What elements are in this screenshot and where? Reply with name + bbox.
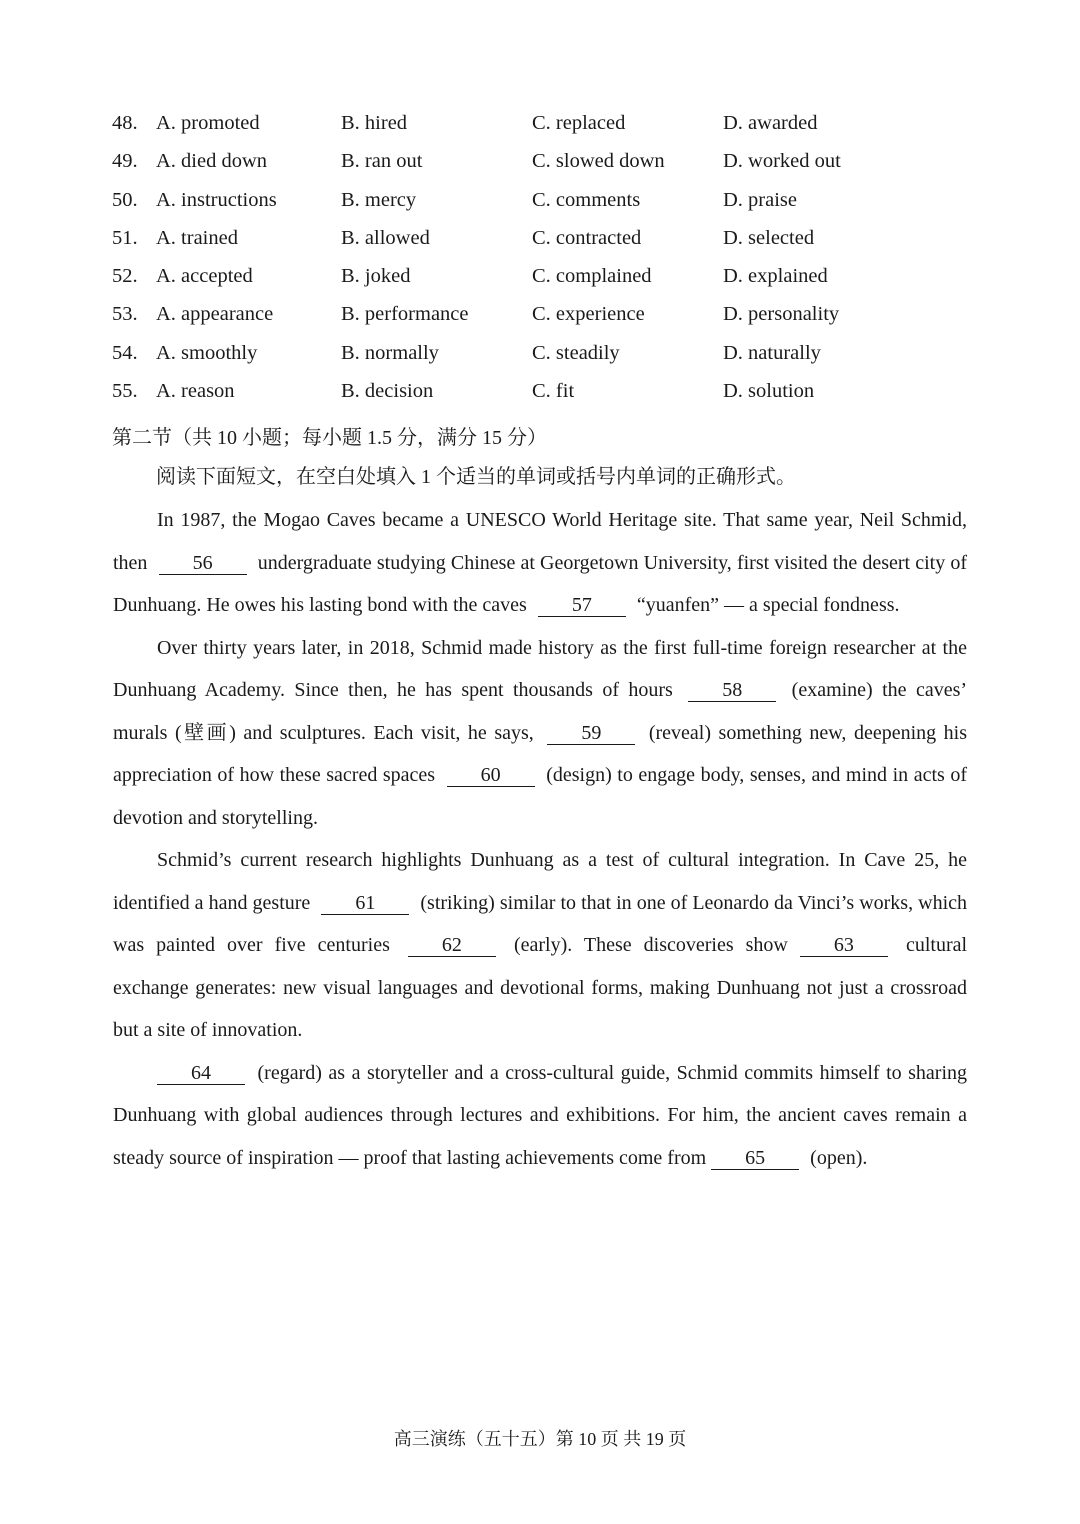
reading-passage bbox=[113, 499, 967, 1179]
blank-64: 64 bbox=[157, 1062, 245, 1085]
option-d: D. explained bbox=[723, 265, 828, 288]
question-number: 49. bbox=[112, 150, 138, 173]
option-d: D. selected bbox=[723, 226, 815, 249]
option-c: C. steadily bbox=[532, 341, 620, 364]
passage-text: In 1987, the Mogao Caves became a UNESCO World Heritage site. That same year, Neil Schmid, then bbox=[113, 509, 967, 574]
passage-text: cultural exchange generates: new visual languages and devotional forms, making Dunhuang not just a crossroad but a site of innovation. bbox=[113, 934, 968, 1041]
passage-text: Schmid’s current research highlights Dunhuang as a test of cultural integration. In Cave 25, he identified a hand gesture bbox=[113, 849, 967, 914]
passage-text: (open). bbox=[810, 1146, 868, 1169]
option-d: D. worked out bbox=[723, 150, 841, 173]
option-b: B. allowed bbox=[341, 226, 430, 249]
option-c: C. replaced bbox=[532, 112, 626, 134]
paragraph-1 bbox=[113, 499, 967, 627]
option-a: A. accepted bbox=[156, 265, 253, 288]
section-instruction: 阅读下面短文，在空白处填入 1 个适当的单词或括号内单词的正确形式。 bbox=[156, 466, 796, 488]
passage-text: (striking) similar to that in one of Leonardo da Vinci’s works, which was painted over five centuries bbox=[113, 891, 967, 956]
passage-text: (reveal) something new, deepening his appreciation of how these sacred spaces bbox=[113, 721, 968, 786]
blank-63: 63 bbox=[800, 934, 888, 957]
passage-text: (examine) the caves’ murals (壁画) and sculptures. Each visit, he says, bbox=[113, 679, 968, 744]
option-c: C. complained bbox=[532, 265, 652, 288]
paragraph-2 bbox=[113, 627, 967, 840]
option-d: D. praise bbox=[723, 188, 798, 211]
option-b: B. hired bbox=[341, 112, 408, 134]
blank-65: 65 bbox=[711, 1147, 799, 1170]
blank-59: 59 bbox=[547, 722, 635, 745]
paragraph-4 bbox=[113, 1052, 967, 1180]
question-number: 51. bbox=[112, 226, 138, 249]
question-number: 50. bbox=[112, 188, 138, 211]
option-a: A. reason bbox=[156, 380, 235, 403]
blank-58: 58 bbox=[688, 679, 776, 702]
option-d: D. personality bbox=[723, 303, 840, 326]
question-number: 55. bbox=[112, 380, 138, 403]
passage-text: “yuanfen” — a special fondness. bbox=[636, 594, 900, 616]
option-c: C. contracted bbox=[532, 226, 642, 249]
question-number: 48. bbox=[112, 112, 138, 134]
option-c: C. experience bbox=[532, 303, 645, 326]
option-b: B. joked bbox=[341, 265, 411, 288]
option-c: C. slowed down bbox=[532, 150, 665, 173]
blank-56: 56 bbox=[159, 552, 247, 575]
question-number: 52. bbox=[112, 265, 138, 288]
blank-57: 57 bbox=[538, 594, 626, 617]
option-c: C. fit bbox=[532, 380, 575, 403]
option-b: B. mercy bbox=[341, 188, 417, 211]
option-d: D. solution bbox=[723, 380, 815, 403]
option-d: D. naturally bbox=[723, 341, 821, 364]
option-b: B. ran out bbox=[341, 150, 423, 173]
option-a: A. instructions bbox=[156, 188, 277, 211]
option-a: A. promoted bbox=[156, 112, 260, 134]
passage-text: (design) to engage body, senses, and mind in acts of devotion and storytelling. bbox=[113, 764, 968, 829]
passage-text: undergraduate studying Chinese at Georgetown University, first visited the desert city of Dunhuang. He owes his lasting bond with the caves bbox=[113, 551, 968, 616]
passage-text: (regard) as a storyteller and a cross-cultural guide, Schmid commits himself to sharing Dunhuang with global audiences through lectures and exhibitions. For him, the ancient caves remain a steady source of inspiration — proof that lasting achievements come from bbox=[113, 1061, 968, 1169]
option-b: B. normally bbox=[341, 341, 439, 364]
question-number: 54. bbox=[112, 341, 138, 364]
blank-60: 60 bbox=[447, 764, 535, 787]
page-footer: 高三演练（五十五）第 10 页 共 19 页 bbox=[393, 1429, 687, 1449]
option-a: A. smoothly bbox=[156, 341, 258, 364]
option-a: A. trained bbox=[156, 226, 238, 249]
option-c: C. comments bbox=[532, 188, 641, 211]
option-a: A. appearance bbox=[156, 303, 274, 326]
blank-62: 62 bbox=[408, 934, 496, 957]
passage-text: Over thirty years later, in 2018, Schmid made history as the first full-time foreign researcher at the Dunhuang Academy. Since then, he has spent thousands of hours bbox=[113, 636, 967, 701]
option-b: B. performance bbox=[341, 303, 469, 326]
option-a: A. died down bbox=[156, 150, 268, 173]
question-number: 53. bbox=[112, 303, 138, 326]
paragraph-3 bbox=[113, 839, 967, 1052]
option-d: D. awarded bbox=[723, 112, 818, 134]
section-heading: 第二节（共 10 小题；每小题 1.5 分，满分 15 分） bbox=[112, 427, 547, 449]
blank-61: 61 bbox=[321, 892, 409, 915]
option-b: B. decision bbox=[341, 380, 434, 403]
passage-text: (early). These discoveries show bbox=[513, 934, 788, 956]
